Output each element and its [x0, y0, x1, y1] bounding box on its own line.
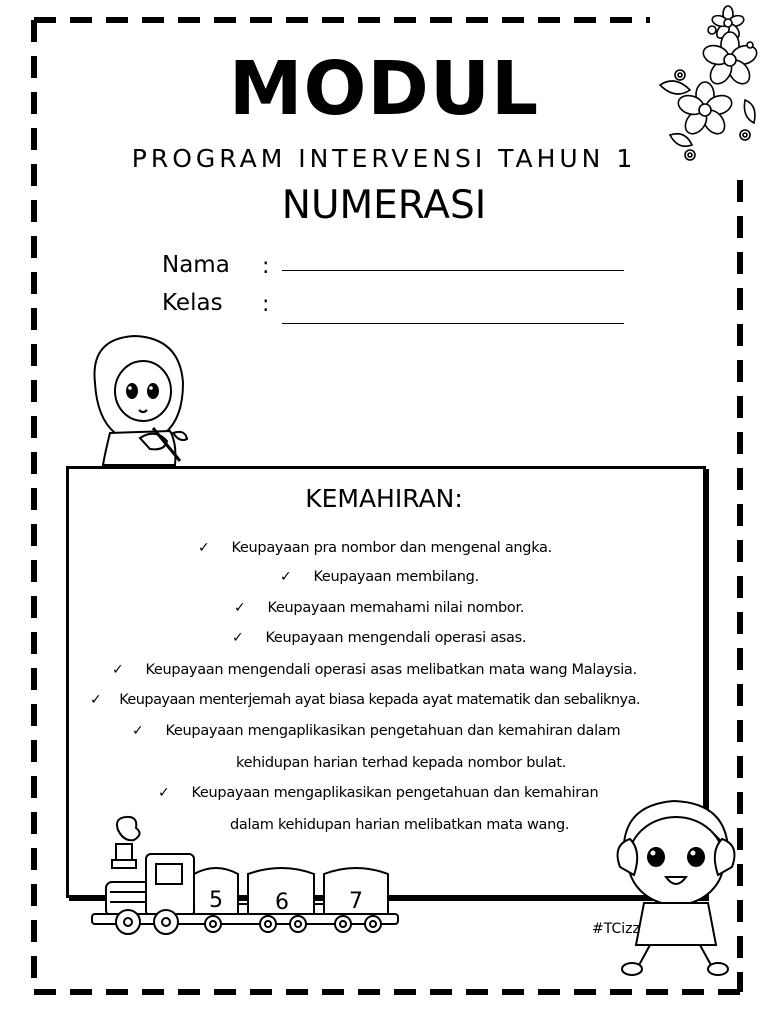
check-icon: ✓ — [90, 692, 102, 708]
skill-item: ✓ Keupayaan mengendali operasi asas melibatkan mata wang Malaysia. — [112, 662, 637, 678]
train-car-number: 5 — [209, 888, 223, 913]
class-colon: : — [262, 292, 270, 317]
skill-item: ✓ Keupayaan pra nombor dan mengenal angka. — [198, 540, 552, 556]
check-icon: ✓ — [280, 569, 292, 585]
skill-item: ✓ Keupayaan mengendali operasi asas. — [232, 630, 527, 646]
check-icon: ✓ — [234, 600, 246, 616]
skill-item: ✓ Keupayaan mengaplikasikan pengetahuan dan kemahiran dalam — [132, 723, 621, 739]
boy-illustration — [612, 795, 742, 985]
check-icon: ✓ — [112, 662, 124, 678]
check-icon: ✓ — [132, 723, 144, 739]
skills-heading: KEMAHIRAN: — [305, 484, 463, 513]
module-subtitle: PROGRAM INTERVENSI TAHUN 1 — [131, 144, 637, 173]
skill-item: ✓ Keupayaan membilang. — [280, 569, 479, 585]
skill-item: ✓ Keupayaan memahami nilai nombor. — [234, 600, 525, 616]
class-label: Kelas — [162, 290, 223, 316]
name-write-line[interactable] — [282, 270, 624, 271]
credit-tag: #TCizz — [592, 921, 640, 937]
skill-item: ✓ Keupayaan menterjemah ayat biasa kepada ayat matematik dan sebaliknya. — [90, 692, 640, 708]
name-colon: : — [262, 254, 270, 279]
skill-item: ✓ Keupayaan mengaplikasikan pengetahuan dan kemahiran — [158, 785, 599, 801]
name-label: Nama — [162, 252, 230, 278]
train-car-number: 7 — [349, 889, 363, 914]
girl-with-pencil-illustration — [85, 333, 195, 468]
skill-item-continuation: dalam kehidupan harian melibatkan mata wang. — [230, 817, 570, 833]
skill-item-continuation: kehidupan harian terhad kepada nombor bulat. — [236, 755, 567, 771]
module-title: MODUL — [228, 46, 540, 132]
train-car-number: 6 — [275, 890, 289, 915]
class-write-line[interactable] — [282, 323, 624, 324]
check-icon: ✓ — [198, 540, 210, 556]
check-icon: ✓ — [158, 785, 170, 801]
module-subject: NUMERASI — [281, 183, 487, 228]
check-icon: ✓ — [232, 630, 244, 646]
train-illustration — [88, 812, 408, 942]
